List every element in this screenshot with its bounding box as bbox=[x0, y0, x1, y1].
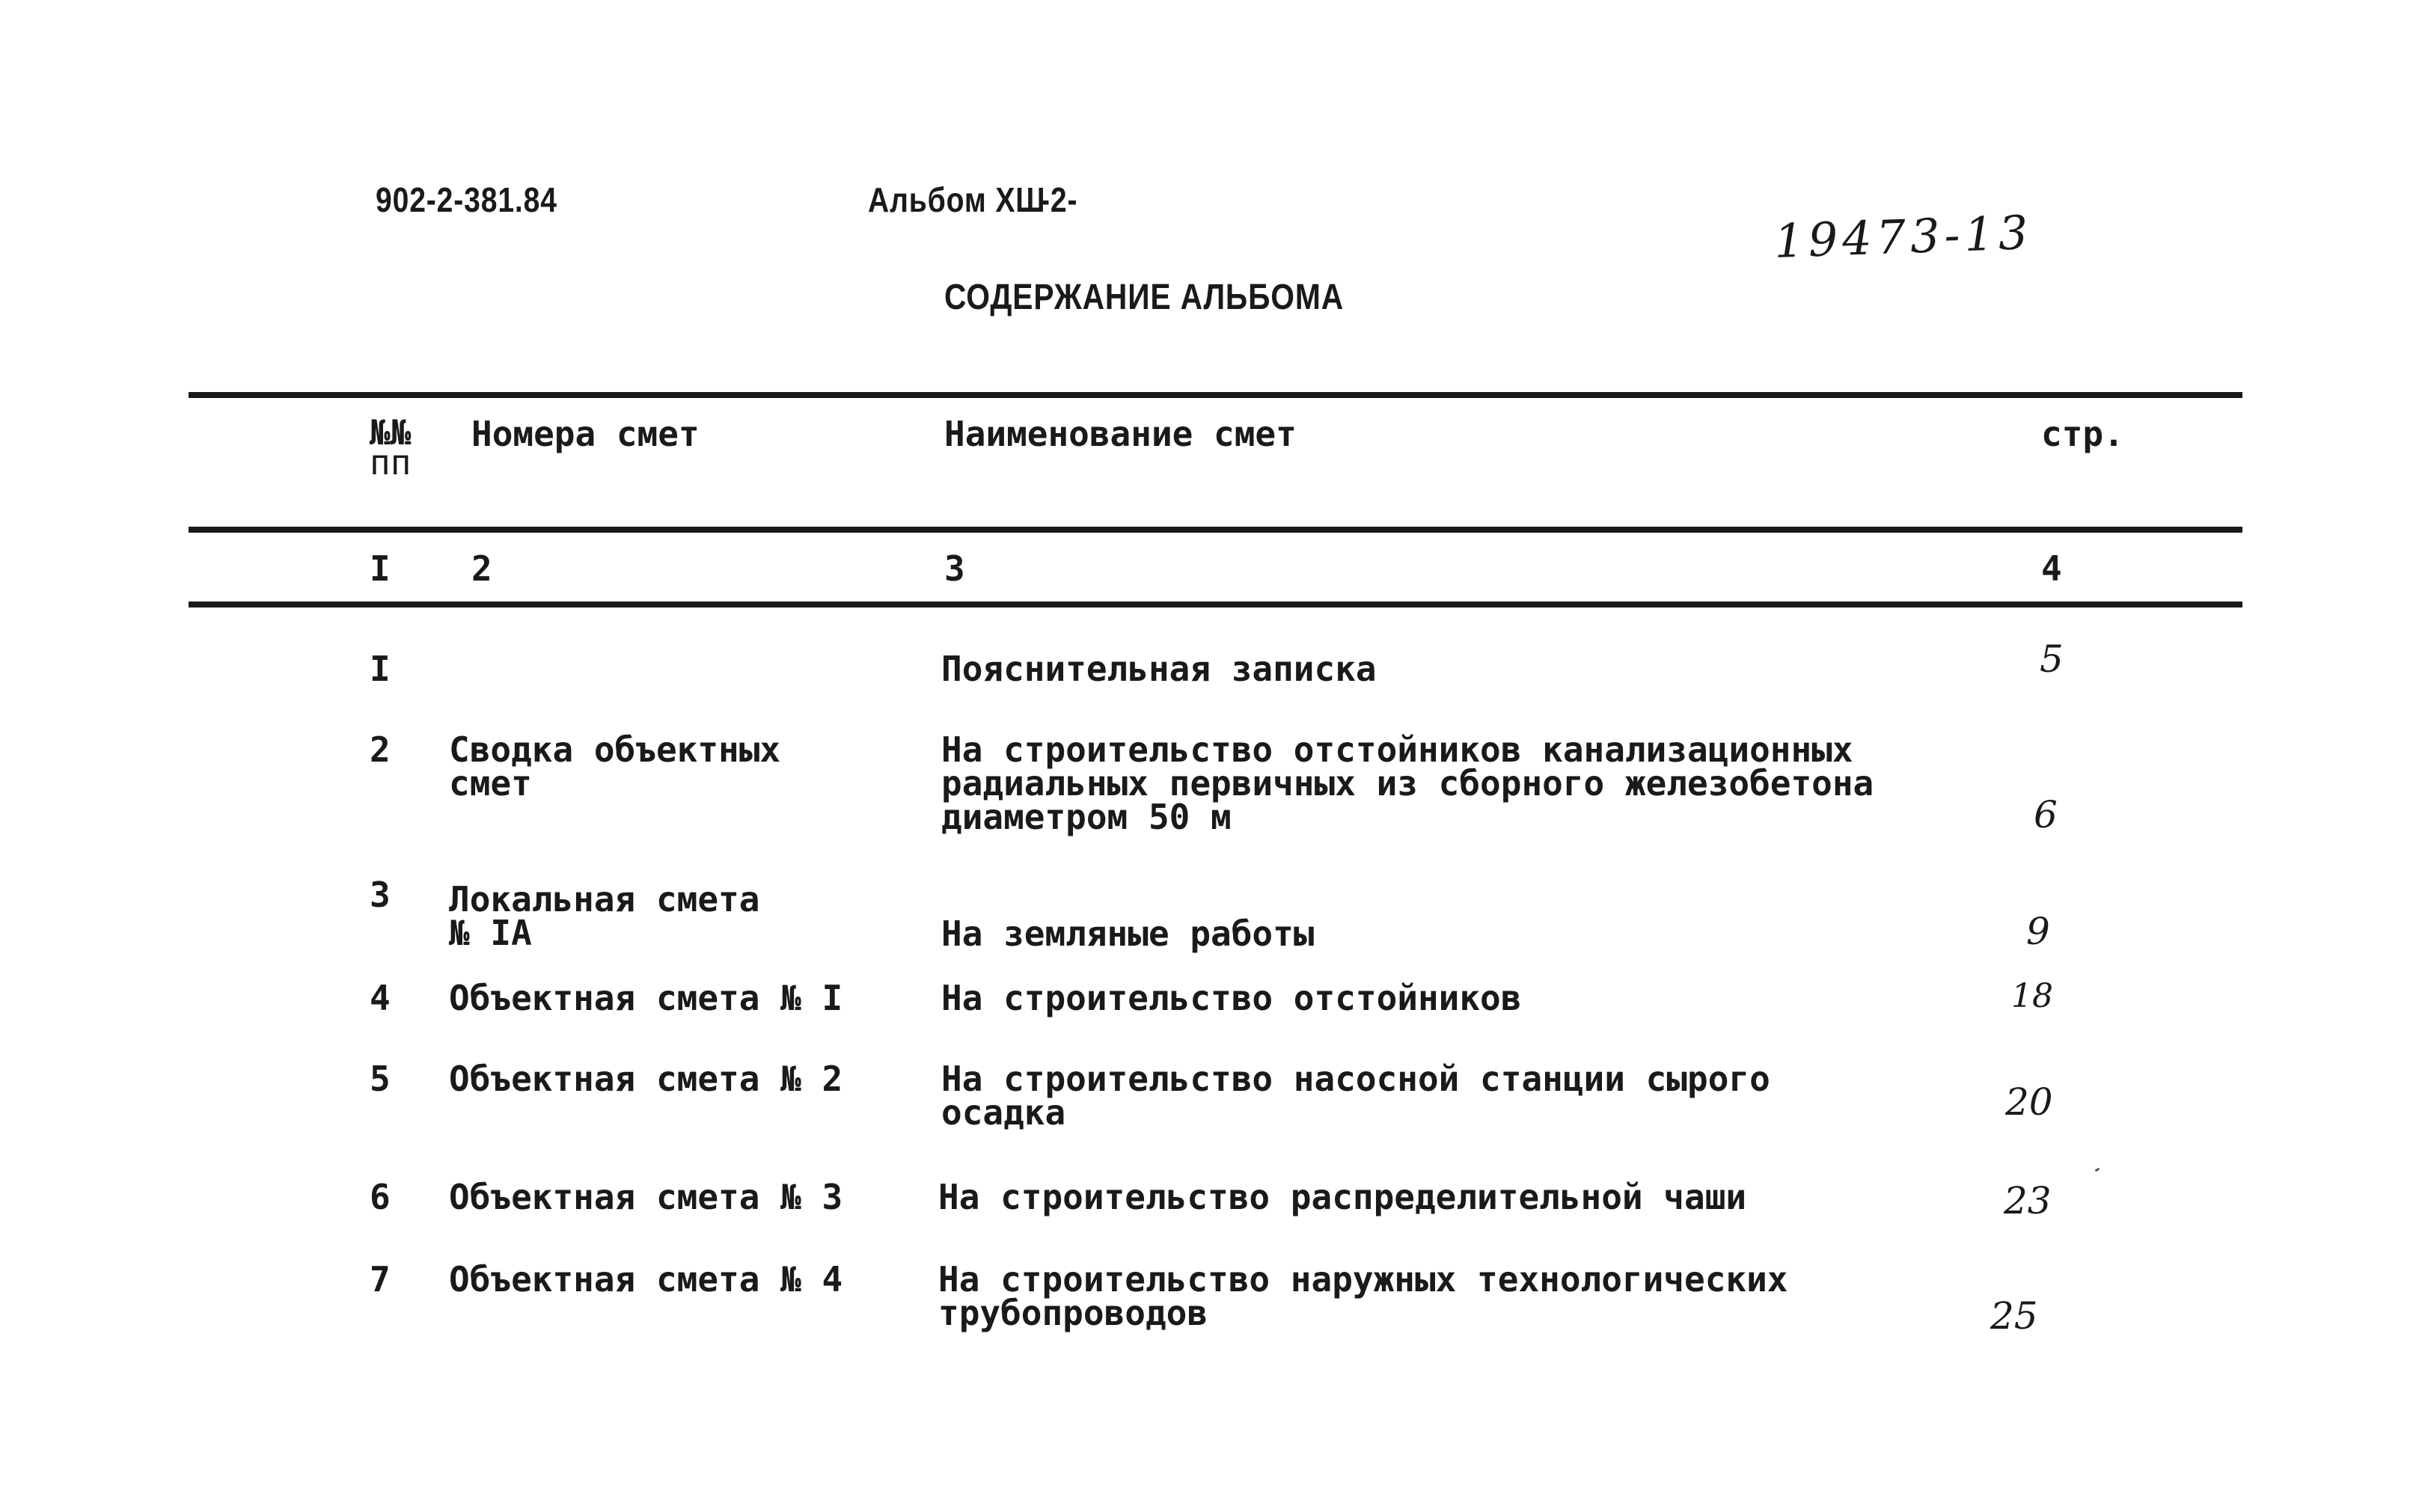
table-row-3-name: На земляные работы bbox=[941, 913, 1315, 954]
table-row-1-page: 5 bbox=[2040, 637, 2064, 681]
column-header-num bbox=[370, 412, 412, 483]
table-row-2-num: 2 bbox=[370, 729, 391, 770]
table-row-1-num: I bbox=[370, 649, 391, 689]
table-index-rule bbox=[189, 602, 2242, 607]
column-index-3: 3 bbox=[944, 548, 965, 589]
handwritten-inventory-number: 19473-13 bbox=[1773, 204, 2034, 269]
table-row-3-num: 3 bbox=[370, 875, 391, 915]
table-row-4-num: 4 bbox=[370, 978, 391, 1018]
table-row-5-num: 5 bbox=[370, 1059, 391, 1099]
table-header-rule bbox=[189, 527, 2242, 533]
column-header-estimate-name: Наименование смет bbox=[944, 414, 1297, 454]
table-row-2-name: На строительство отстойников канализационных радиальных первичных из сборного железобетона диаметром 50 м bbox=[941, 729, 1874, 837]
table-row-3-page: 9 bbox=[2026, 910, 2050, 953]
table-row-7-page: 25 bbox=[1990, 1294, 2038, 1338]
table-row-3-estimate-number: Локальная смета № IA bbox=[449, 879, 760, 953]
table-row-5-estimate-number: Объектная смета № 2 bbox=[449, 1059, 843, 1099]
table-row-4-page: 18 bbox=[2011, 977, 2053, 1015]
table-row-6-name: На строительство распределительной чаши bbox=[938, 1177, 1747, 1217]
table-top-rule bbox=[189, 392, 2242, 398]
page-title: СОДЕРЖАНИЕ АЛЬБОМА bbox=[944, 278, 1345, 317]
page-number-label: -2- bbox=[1040, 180, 1078, 219]
table-row-2-estimate-number: Сводка объектных смет bbox=[449, 729, 781, 804]
table-row-6-num: 6 bbox=[370, 1177, 391, 1217]
table-row-5-page: 20 bbox=[2005, 1080, 2053, 1124]
document-code: 902-2-381.84 bbox=[376, 180, 557, 219]
table-row-5-name: На строительство насосной станции сырого осадка bbox=[941, 1059, 1770, 1133]
column-header-estimate-number: Номера смет bbox=[471, 414, 700, 454]
table-row-4-name: На строительство отстойников bbox=[941, 978, 1522, 1018]
table-row-7-name: На строительство наружных технологических трубопроводов bbox=[938, 1259, 1788, 1333]
table-row-2-page: 6 bbox=[2034, 793, 2058, 836]
table-row-7-num: 7 bbox=[370, 1259, 391, 1300]
column-header-num-line1: №№ bbox=[370, 412, 412, 453]
column-header-page: стр. bbox=[2041, 414, 2124, 454]
table-row-6-page: 23 bbox=[2004, 1179, 2052, 1222]
column-index-1: I bbox=[370, 548, 391, 589]
column-index-2: 2 bbox=[471, 548, 492, 589]
table-row-1-name: Пояснительная записка bbox=[941, 649, 1377, 689]
table-row-6-estimate-number: Объектная смета № 3 bbox=[449, 1177, 843, 1217]
table-row-7-estimate-number: Объектная смета № 4 bbox=[449, 1259, 843, 1300]
column-index-4: 4 bbox=[2041, 548, 2062, 589]
album-label: Альбом XШ bbox=[868, 180, 1046, 219]
table-row-4-estimate-number: Объектная смета № I bbox=[449, 978, 843, 1018]
stray-mark bbox=[2095, 1168, 2100, 1172]
column-header-num-line2: пп bbox=[370, 442, 412, 483]
